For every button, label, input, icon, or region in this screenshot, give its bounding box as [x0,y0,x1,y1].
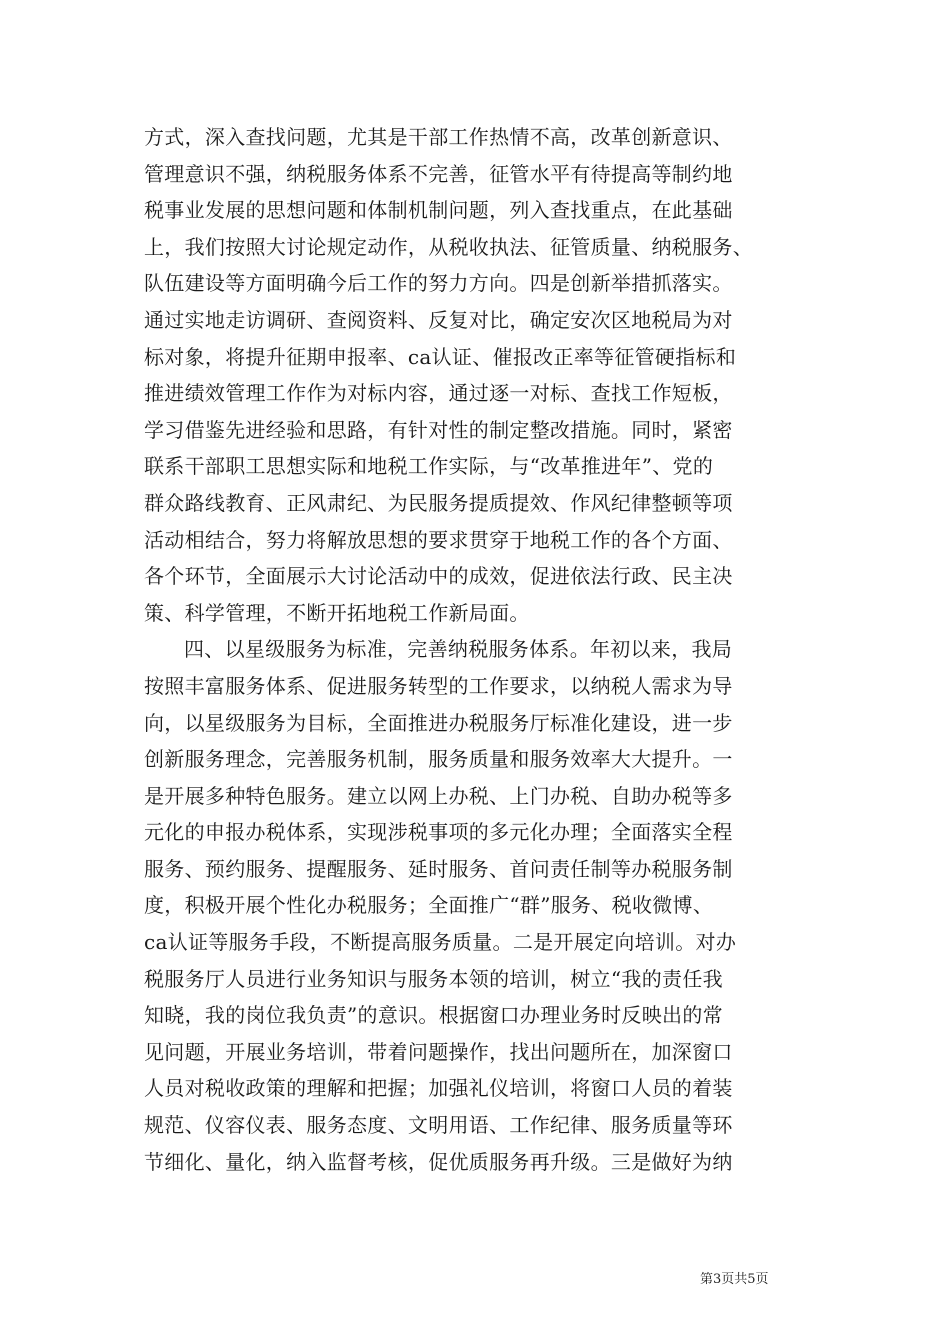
text-line: 队伍建设等方面明确今后工作的努力方向。四是创新举措抓落实。 [144,271,733,296]
text-line: 人员对税收政策的理解和把握；加强礼仪培训，将窗口人员的着装 [144,1076,733,1101]
text-line: 服务、预约服务、提醒服务、延时服务、首问责任制等办税服务制 [144,856,733,881]
text-line: 税事业发展的思想问题和体制机制问题，列入查找重点，在此基础 [144,198,733,223]
page-number-footer: 第3页共5页 [700,1272,769,1287]
text-line: 按照丰富服务体系、促进服务转型的工作要求，以纳税人需求为导 [144,673,733,698]
text-line: 推进绩效管理工作作为对标内容，通过逐一对标、查找工作短板， [144,381,733,406]
text-line: 管理意识不强，纳税服务体系不完善，征管水平有待提高等制约地 [144,161,733,186]
text-line: 上，我们按照大讨论规定动作，从税收执法、征管质量、纳税服务、 [144,234,753,259]
body-text [144,119,806,1180]
text-line: 见问题，开展业务培训，带着问题操作，找出问题所在，加深窗口 [144,1039,733,1064]
text-line: 策、科学管理，不断开拓地税工作新局面。 [144,600,530,625]
text-line: 元化的申报办税体系，实现涉税事项的多元化办理；全面落实全程 [144,820,733,845]
text-line: ca认证等服务手段，不断提高服务质量。二是开展定向培训。对办 [144,930,737,955]
text-line: 联系干部职工思想实际和地税工作实际，与“改革推进年”、党的 [144,454,714,479]
text-line: 是开展多种特色服务。建立以网上办税、上门办税、自助办税等多 [144,783,733,808]
text-line: 税服务厅人员进行业务知识与服务本领的培训，树立“我的责任我 [144,966,723,991]
text-line: 活动相结合，努力将解放思想的要求贯穿于地税工作的各个方面、 [144,527,733,552]
text-line: 各个环节，全面展示大讨论活动中的成效，促进依法行政、民主决 [144,564,733,589]
text-line: 标对象，将提升征期申报率、ca认证、催报改正率等征管硬指标和 [144,344,737,369]
text-line: 度，积极开展个性化办税服务；全面推广“群”服务、税收微博、 [144,893,714,918]
text-line: 向，以星级服务为目标，全面推进办税服务厅标准化建设，进一步 [144,710,733,735]
text-line: 节细化、量化，纳入监督考核，促优质服务再升级。三是做好为纳 [144,1149,733,1174]
text-line: 群众路线教育、正风肃纪、为民服务提质提效、作风纪律整顿等项 [144,490,733,515]
text-line: 方式，深入查找问题，尤其是干部工作热情不高，改革创新意识、 [144,125,733,149]
text-line: 知晓，我的岗位我负责”的意识。根据窗口办理业务时反映出的常 [144,1003,723,1028]
text-line: 规范、仪容仪表、服务态度、文明用语、工作纪律、服务质量等环 [144,1113,733,1138]
text-line: 学习借鉴先进经验和思路，有针对性的制定整改措施。同时，紧密 [144,417,733,442]
paragraph-first-line: 四、以星级服务为标准，完善纳税服务体系。年初以来，我局 [184,637,733,662]
text-line: 创新服务理念，完善服务机制，服务质量和服务效率大大提升。一 [144,747,733,772]
text-line: 通过实地走访调研、查阅资料、反复对比，确定安次区地税局为对 [144,307,733,332]
